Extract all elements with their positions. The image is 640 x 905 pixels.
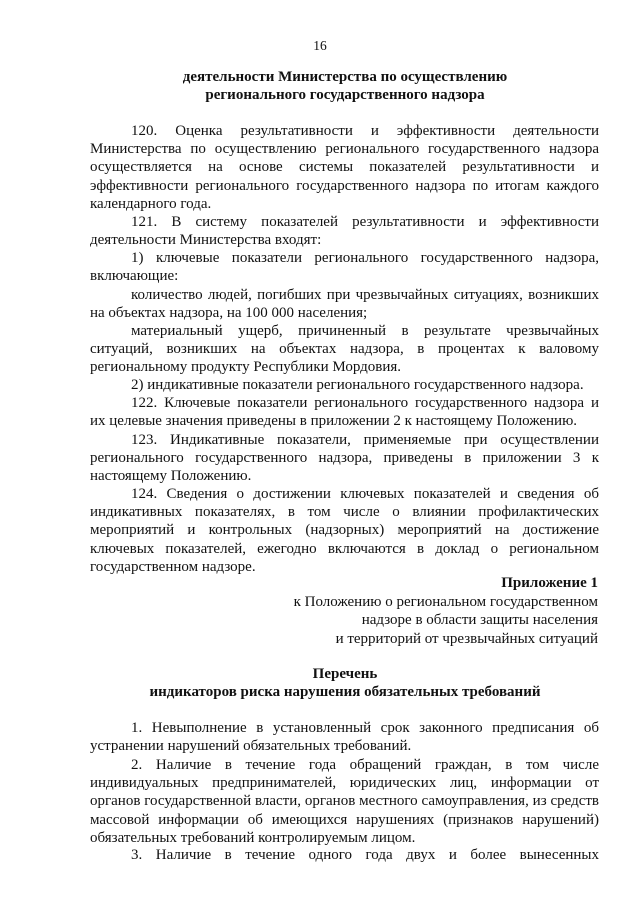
page-number: 16 [313, 38, 327, 53]
paragraph-124: 124. Сведения о достижении ключевых показателей и сведения об индикативных показателях, в том числе о влиянии профилактических мероприятий и контрольных (надзорных) мероприятий на достижение ключевых показателей, ежегодно включаются в доклад о региональном государственном надзоре. [90, 486, 599, 575]
appendix-header [294, 574, 598, 648]
list-item-3-text: 3. Наличие в течение одного года двух и более вынесенных [131, 847, 599, 863]
paragraph-120: 120. Оценка результативности и эффективности деятельности Министерства по осуществлению регионального государственного надзора осуществляется на основе системы показателей результативности и эффективности регионального государственного надзора по итогам каждого календарного года. [90, 123, 599, 212]
list-item-2: 2. Наличие в течение года обращений граждан, в том числе индивидуальных предпринимателей, юридических лиц, информации от органов государственной власти, органов местного самоуправления, из средств массовой информации об имеющихся нарушениях (признаков нарушений) обязательных требований контролируемым лицом. [90, 757, 599, 846]
appendix-line-3: и территорий от чрезвычайных ситуаций [335, 630, 598, 647]
list-item-3 [90, 846, 599, 864]
paragraph-122: 122. Ключевые показатели регионального государственного надзора и их целевые значения приведены в приложении 2 к настоящему Положению. [90, 395, 599, 430]
paragraph-material-damage: материальный ущерб, причиненный в результате чрезвычайных ситуаций, возникших на объектах надзора, в процентах к валовому региональному продукту Республики Мордовия. [90, 323, 599, 376]
section-heading-line-1: деятельности Министерства по осуществлению [182, 69, 508, 85]
paragraph-121: 121. В систему показателей результативности и эффективности деятельности Министерства входят: [90, 214, 599, 249]
appendix-line-1: к Положению о региональном государственном [293, 593, 598, 610]
list-heading-line-2: индикаторов риска нарушения обязательных требований [149, 684, 541, 700]
paragraph-key-indicators: 1) ключевые показатели регионального государственного надзора, включающие: [90, 250, 599, 285]
list-item-1: 1. Невыполнение в установленный срок законного предписания об устранении нарушений обязательных требований. [90, 720, 599, 755]
appendix-line-2: надзоре в области защиты населения [361, 612, 598, 628]
section-heading-line-2: регионального государственного надзора [205, 87, 485, 103]
paragraph-indicative: 2) индикативные показатели регионального государственного надзора. [131, 377, 584, 393]
list-heading-line-1: Перечень [312, 666, 378, 682]
paragraph-casualties: количество людей, погибших при чрезвычайных ситуациях, возникших на объектах надзора, на 100 000 населения; [90, 287, 599, 322]
appendix-title: Приложение 1 [501, 575, 598, 591]
paragraph-123: 123. Индикативные показатели, применяемые при осуществлении регионального государственного надзора, приведены в приложении 3 к настоящему Положению. [90, 432, 599, 485]
